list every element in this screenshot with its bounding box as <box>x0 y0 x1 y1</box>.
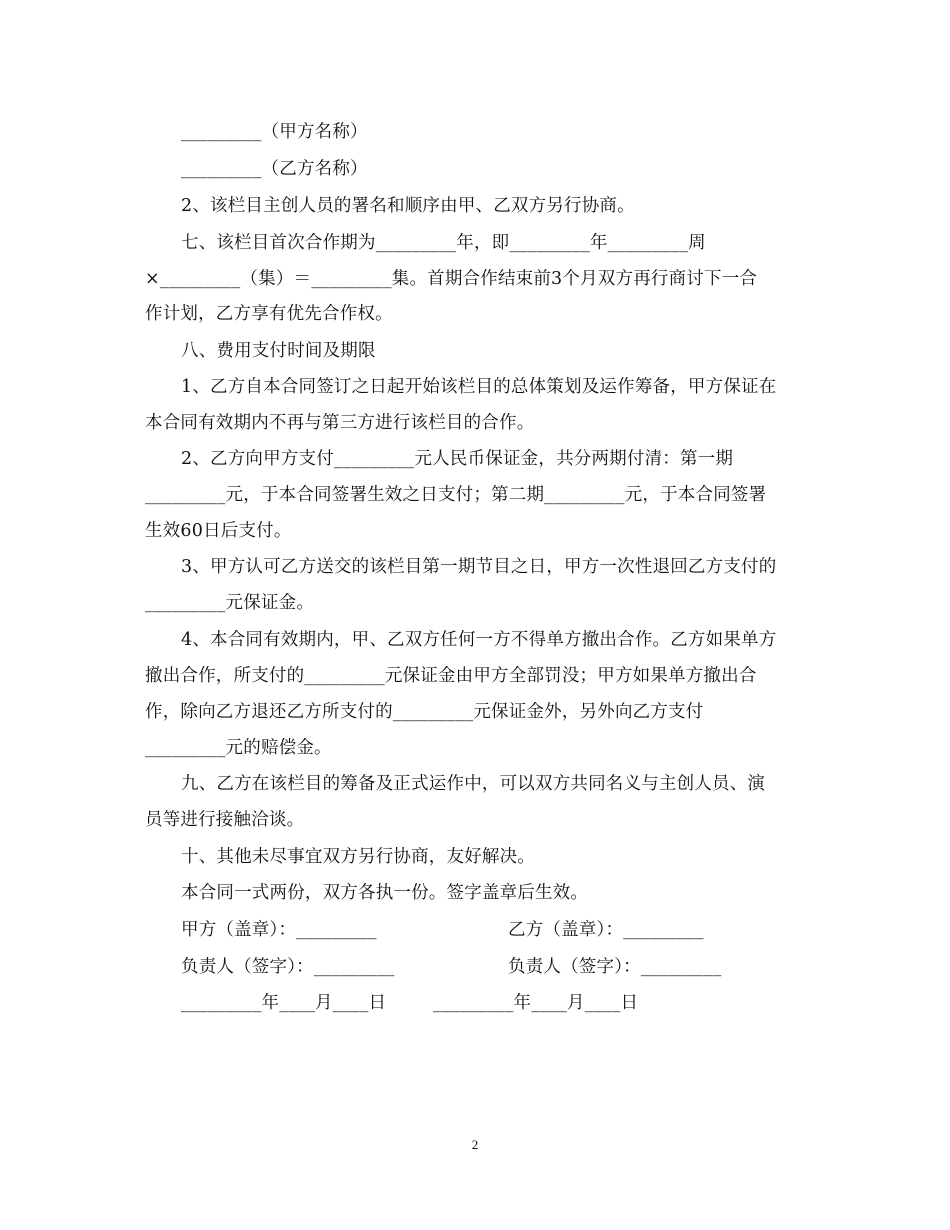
party-b-seal-line: 乙方（盖章）：_________ <box>508 920 704 940</box>
page-number: 2 <box>471 1137 479 1152</box>
party-a-signature-line: 负责人（签字）：_________ <box>181 957 395 977</box>
clause-text: ×_________（集）＝_________集。首期合作结束前3个月双方再行商讨下一合 <box>145 269 758 289</box>
section-heading: 八、费用支付时间及期限 <box>181 341 376 361</box>
clause-text: 作计划，乙方享有优先合作权。 <box>145 304 393 324</box>
clause-text: 2、乙方向甲方支付_________元人民币保证金，共分两期付清：第一期 <box>181 449 734 469</box>
party-a-date-line: _________年____月____日 <box>181 993 387 1013</box>
clause-text: 本合同有效期内不再与第三方进行该栏目的合作。 <box>145 413 535 433</box>
clause-text: 九、乙方在该栏目的筹备及正式运作中，可以双方共同名义与主创人员、演 <box>181 774 766 794</box>
clause-text: _________元的赔偿金。 <box>145 738 332 758</box>
party-b-name-line: _________（乙方名称） <box>181 159 368 179</box>
party-b-signature-line: 负责人（签字）：_________ <box>508 957 722 977</box>
clause-text: _________元保证金。 <box>145 593 315 613</box>
party-a-name-line: _________（甲方名称） <box>181 122 368 142</box>
clause-text: 撤出合作，所支付的_________元保证金由甲方全部罚没；甲方如果单方撤出合 <box>145 666 757 686</box>
clause-text: 员等进行接触洽谈。 <box>145 810 305 830</box>
clause-text: 十、其他未尽事宜双方另行协商，友好解决。 <box>181 847 535 867</box>
clause-7-text: 七、该栏目首次合作期为_________年，即_________年_________周 <box>181 233 706 253</box>
clause-text: 作，除向乙方退还乙方所支付的_________元保证金外，另外向乙方支付 <box>145 702 704 722</box>
clause-text: 3、甲方认可乙方送交的该栏目第一期节目之日，甲方一次性退回乙方支付的 <box>181 557 777 577</box>
clause-text: 生效60日后支付。 <box>145 521 292 541</box>
clause-text: 2、该栏目主创人员的署名和顺序由甲、乙双方另行协商。 <box>181 196 635 216</box>
party-b-date-line: _________年____月____日 <box>433 993 639 1013</box>
clause-text: _________元，于本合同签署生效之日支付；第二期_________元，于本合同签署 <box>145 485 767 505</box>
clause-text: 1、乙方自本合同签订之日起开始该栏目的总体策划及运作筹备，甲方保证在 <box>181 377 777 397</box>
clause-text: 本合同一式两份，双方各执一份。签字盖章后生效。 <box>181 883 589 903</box>
clause-text: 4、本合同有效期内，甲、乙双方任何一方不得单方撤出合作。乙方如果单方 <box>181 630 777 650</box>
party-a-seal-line: 甲方（盖章）：_________ <box>181 920 377 940</box>
